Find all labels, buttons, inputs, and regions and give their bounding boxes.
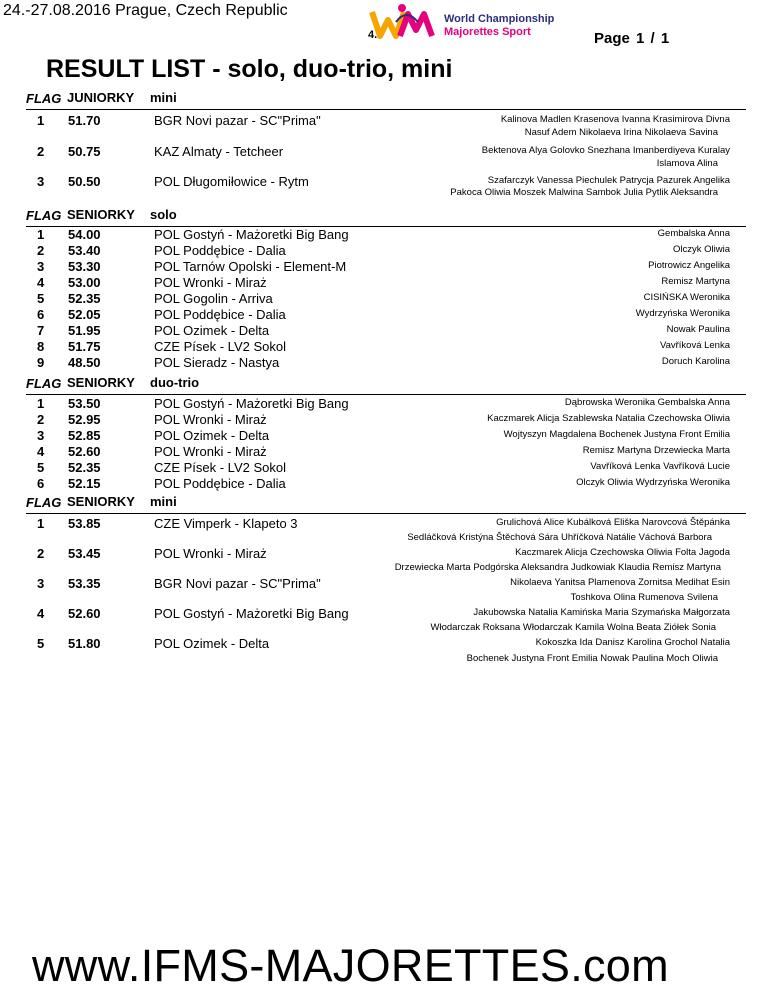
result-row <box>0 476 768 492</box>
team-name: BGR Novi pazar - SC"Prima" <box>154 576 321 591</box>
result-row <box>0 546 768 562</box>
flag-label: FLAG <box>26 91 62 106</box>
score: 52.60 <box>68 444 101 459</box>
members: Piotrowicz Angelika <box>648 260 730 271</box>
rank: 1 <box>37 516 45 531</box>
members: Kalinova Madlen Krasenova Ivanna Krasimirova Divna <box>500 114 730 125</box>
team-name: POL Sieradz - Nastya <box>154 355 280 370</box>
score: 52.35 <box>68 291 101 306</box>
rank: 9 <box>37 355 45 370</box>
discipline-label: duo-trio <box>150 375 200 390</box>
result-row <box>0 576 768 592</box>
discipline-label: solo <box>150 207 177 222</box>
members-continued: Włodarczak Roksana Włodarczak Kamila Wolna Beata Ziółek Sonia <box>430 622 716 633</box>
discipline-label: mini <box>150 90 177 105</box>
score: 53.40 <box>68 243 101 258</box>
logo-line-2: Majorettes Sport <box>444 26 531 38</box>
rank: 4 <box>37 606 45 621</box>
flag-label: FLAG <box>26 208 62 223</box>
rank: 2 <box>37 412 45 427</box>
rank: 4 <box>37 275 45 290</box>
section-header-seniorky-mini <box>26 495 746 514</box>
team-name: CZE Písek - LV2 Sokol <box>154 339 286 354</box>
logo-edition: 4. <box>368 29 378 41</box>
rank: 3 <box>37 576 45 591</box>
rank: 2 <box>37 144 45 159</box>
score: 52.95 <box>68 412 101 427</box>
members: Jakubowska Natalia Kamińska Maria Szymańska Małgorzata <box>473 607 730 618</box>
result-row <box>0 339 768 355</box>
score: 52.60 <box>68 606 101 621</box>
team-name: POL Ozimek - Delta <box>154 636 270 651</box>
score: 53.85 <box>68 516 101 531</box>
team-name: BGR Novi pazar - SC"Prima" <box>154 113 321 128</box>
team-name: POL Gogolin - Arriva <box>154 291 273 306</box>
result-row <box>0 275 768 291</box>
result-row <box>0 636 768 652</box>
team-name: CZE Vimperk - Klapeto 3 <box>154 516 298 531</box>
score: 54.00 <box>68 227 101 242</box>
result-row <box>0 323 768 339</box>
members: Olczyk Oliwia <box>672 244 730 255</box>
page-title: RESULT LIST - solo, duo-trio, mini <box>46 55 453 83</box>
result-row <box>0 460 768 476</box>
score: 50.50 <box>68 174 101 189</box>
result-row <box>0 243 768 259</box>
result-row <box>0 444 768 460</box>
page-indicator: Page 1 / 1 <box>594 30 670 47</box>
members: Grulichová Alice Kubálková Eliška Narovcová Štěpánka <box>496 517 730 528</box>
members: Doruch Karolina <box>661 356 730 367</box>
team-name: POL Wronki - Miraż <box>154 412 267 427</box>
members-continued: Sedláčková Kristýna Štěchová Sára Uhříčková Natálie Váchová Barbora <box>407 532 712 543</box>
result-row <box>0 227 768 243</box>
championship-logo <box>366 2 566 48</box>
team-name: KAZ Almaty - Tetcheer <box>154 144 284 159</box>
score: 52.05 <box>68 307 101 322</box>
category-label: SENIORKY <box>67 207 135 222</box>
team-name: POL Gostyń - Mażoretki Big Bang <box>154 396 349 411</box>
rank: 2 <box>37 243 45 258</box>
score: 53.45 <box>68 546 101 561</box>
members: Vavříková Lenka Vavříková Lucie <box>590 461 730 472</box>
rank: 1 <box>37 227 45 242</box>
team-name: POL Tarnów Opolski - Element-M <box>154 259 347 274</box>
category-label: JUNIORKY <box>67 90 135 105</box>
team-name: POL Wronki - Miraż <box>154 444 267 459</box>
team-name: CZE Písek - LV2 Sokol <box>154 460 286 475</box>
result-row <box>0 516 768 532</box>
members-continued: Toshkova Olina Rumenova Svilena <box>570 592 718 603</box>
members: Olczyk Oliwia Wydrzyńska Weronika <box>576 477 730 488</box>
category-label: SENIORKY <box>67 375 135 390</box>
score: 53.00 <box>68 275 101 290</box>
team-name: POL Poddębice - Dalia <box>154 307 286 322</box>
members: Remisz Martyna <box>661 276 730 287</box>
rank: 1 <box>37 113 45 128</box>
team-name: POL Ozimek - Delta <box>154 428 270 443</box>
team-name: POL Poddębice - Dalia <box>154 243 286 258</box>
result-row <box>0 291 768 307</box>
rank: 6 <box>37 307 45 322</box>
logo-line-1: World Championship <box>444 13 555 25</box>
score: 53.35 <box>68 576 101 591</box>
members: Bektenova Alya Golovko Snezhana Imanberdiyeva Kuralay <box>481 145 730 156</box>
score: 53.30 <box>68 259 101 274</box>
section-header-seniorky-duo-trio <box>26 376 746 395</box>
score: 51.70 <box>68 113 101 128</box>
score: 52.15 <box>68 476 101 491</box>
members: Nowak Paulina <box>666 324 730 335</box>
members-continued: Drzewiecka Marta Podgórska Aleksandra Judkowiak Klaudia Remisz Martyna <box>394 562 721 573</box>
score: 52.35 <box>68 460 101 475</box>
members: Kaczmarek Alicja Czechowska Oliwia Folta Jagoda <box>515 547 730 558</box>
result-row <box>0 606 768 622</box>
team-name: POL Wronki - Miraż <box>154 275 267 290</box>
wm-logo-icon <box>366 2 444 48</box>
members: Wydrzyńska Weronika <box>635 308 730 319</box>
rank: 3 <box>37 428 45 443</box>
score: 51.80 <box>68 636 101 651</box>
members: Remisz Martyna Drzewiecka Marta <box>582 445 730 456</box>
result-row <box>0 428 768 444</box>
score: 50.75 <box>68 144 101 159</box>
score: 53.50 <box>68 396 101 411</box>
team-name: POL Długomiłowice - Rytm <box>154 174 309 189</box>
members: Nikolaeva Yanitsa Plamenova Zornitsa Medihat Esin <box>510 577 730 588</box>
result-row <box>0 144 768 160</box>
score: 51.95 <box>68 323 101 338</box>
rank: 5 <box>37 636 45 651</box>
footer-website-url: www.IFMS-MAJORETTES.com <box>32 940 669 991</box>
rank: 3 <box>37 259 45 274</box>
result-row <box>0 396 768 412</box>
result-row <box>0 355 768 371</box>
members: Vavříková Lenka <box>659 340 730 351</box>
rank: 6 <box>37 476 45 491</box>
members-continued: Nasuf Adem Nikolaeva Irina Nikolaeva Savina <box>524 127 718 138</box>
rank: 5 <box>37 460 45 475</box>
rank: 2 <box>37 546 45 561</box>
score: 48.50 <box>68 355 101 370</box>
team-name: POL Gostyń - Mażoretki Big Bang <box>154 606 349 621</box>
result-row <box>0 307 768 323</box>
score: 51.75 <box>68 339 101 354</box>
team-name: POL Poddębice - Dalia <box>154 476 286 491</box>
team-name: POL Wronki - Miraż <box>154 546 267 561</box>
event-date-location: 24.-27.08.2016 Prague, Czech Republic <box>3 2 288 19</box>
members: Wojtyszyn Magdalena Bochenek Justyna Front Emilia <box>503 429 730 440</box>
score: 52.85 <box>68 428 101 443</box>
category-label: SENIORKY <box>67 494 135 509</box>
team-name: POL Ozimek - Delta <box>154 323 270 338</box>
team-name: POL Gostyń - Mażoretki Big Bang <box>154 227 349 242</box>
flag-label: FLAG <box>26 376 62 391</box>
members-continued: Bochenek Justyna Front Emilia Nowak Paulina Moch Oliwia <box>466 653 718 664</box>
result-row <box>0 259 768 275</box>
members: Szafarczyk Vanessa Piechulek Patrycja Pazurek Angelika <box>487 175 730 186</box>
members: Kokoszka Ida Danisz Karolina Grochol Natalia <box>535 637 730 648</box>
rank: 3 <box>37 174 45 189</box>
rank: 1 <box>37 396 45 411</box>
members-continued: Islamova Alina <box>656 158 718 169</box>
members: Dąbrowska Weronika Gembalska Anna <box>564 397 730 408</box>
discipline-label: mini <box>150 494 177 509</box>
section-header-seniorky-solo <box>26 208 746 227</box>
flag-label: FLAG <box>26 495 62 510</box>
members: Gembalska Anna <box>657 228 730 239</box>
members: Kaczmarek Alicja Szablewska Natalia Czechowska Oliwia <box>487 413 730 424</box>
result-row <box>0 412 768 428</box>
members-continued: Pakoca Oliwia Moszek Malwina Sambok Julia Pytlik Aleksandra <box>450 187 718 198</box>
rank: 4 <box>37 444 45 459</box>
members: CISIŃSKA Weronika <box>643 292 730 303</box>
rank: 8 <box>37 339 45 354</box>
section-header-juniorky-mini <box>26 91 746 110</box>
rank: 5 <box>37 291 45 306</box>
rank: 7 <box>37 323 45 338</box>
